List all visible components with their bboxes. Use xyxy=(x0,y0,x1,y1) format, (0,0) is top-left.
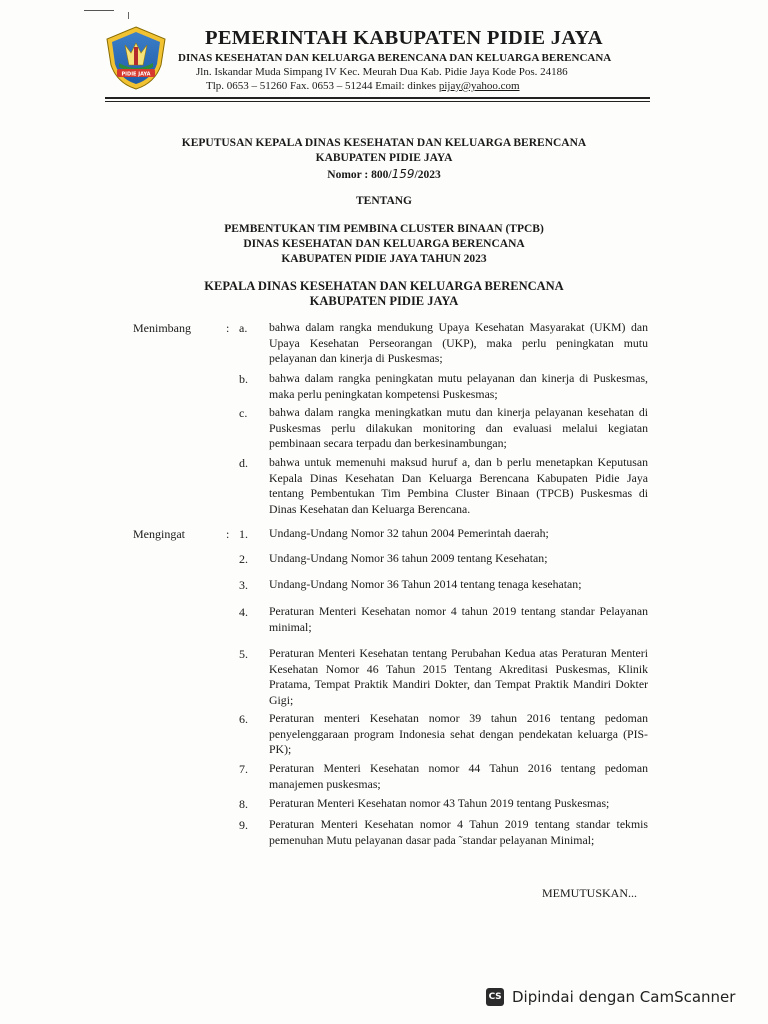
mengingat-colon: : xyxy=(226,527,230,541)
crest-text: PIDIE JAYA xyxy=(121,71,151,78)
menimbang-marker: a. xyxy=(239,321,248,335)
mengingat-marker: 2. xyxy=(239,552,248,566)
handwritten-number: 159 xyxy=(391,167,415,181)
authority-line1: KEPALA DINAS KESEHATAN DAN KELUARGA BERENCANA xyxy=(204,279,564,293)
scan-mark xyxy=(84,10,114,11)
decree-subject-line1: PEMBENTUKAN TIM PEMBINA CLUSTER BINAAN (TPCB) xyxy=(224,223,544,235)
decree-number-prefix: Nomor : 800/ xyxy=(327,169,392,181)
decree-title-line1: KEPUTUSAN KEPALA DINAS KESEHATAN DAN KELUARGA BERENCANA xyxy=(181,137,587,149)
letterhead-rule xyxy=(105,97,650,99)
menimbang-item: bahwa dalam rangka meningkatkan mutu dan kinerja pelayanan kesehatan di Puskesmas perlu dilakukan monitoring dan evaluasi melalui kegiatan pembinaan secara terpadu dan berkesinambungan; xyxy=(269,405,648,451)
mengingat-label: Mengingat xyxy=(133,527,185,541)
menimbang-marker: c. xyxy=(239,406,248,420)
agency-title: PEMERINTAH KABUPATEN PIDIE JAYA xyxy=(205,27,603,49)
mengingat-marker: 9. xyxy=(239,818,248,832)
agency-address: Jln. Iskandar Muda Simpang IV Kec. Meurah Dua Kab. Pidie Jaya Kode Pos. 24186 xyxy=(196,66,568,78)
decree-title-line2: KABUPATEN PIDIE JAYA xyxy=(315,152,453,164)
pidie-jaya-crest-icon xyxy=(103,25,169,91)
mengingat-item: Undang-Undang Nomor 36 Tahun 2014 tentang tenaga kesehatan; xyxy=(269,577,582,591)
mengingat-item: Peraturan menteri Kesehatan nomor 39 tahun 2016 tentang pedoman penyelenggaraan program Indonesia sehat dengan pendekatan keluarga (PIS-PK); xyxy=(269,711,648,757)
mengingat-item: Peraturan Menteri Kesehatan nomor 44 Tahun 2016 tentang pedoman manajemen puskesmas; xyxy=(269,761,648,791)
phone-fax: Tlp. 0653 – 51260 Fax. 0653 – 51244 Email: dinkes xyxy=(206,80,439,92)
menimbang-label: Menimbang xyxy=(133,321,191,335)
mengingat-marker: 7. xyxy=(239,762,248,776)
decree-about: TENTANG xyxy=(355,195,413,207)
agency-contact xyxy=(206,80,520,92)
mengingat-marker: 5. xyxy=(239,647,248,661)
menimbang-item: bahwa dalam rangka peningkatan mutu pelayanan dan kinerja di Puskesmas, maka perlu peningkatan kompetensi Puskesmas; xyxy=(269,371,648,401)
camscanner-badge xyxy=(486,986,735,1008)
mengingat-marker: 3. xyxy=(239,578,248,592)
menimbang-item: bahwa dalam rangka mendukung Upaya Kesehatan Masyarakat (UKM) dan Upaya Kesehatan Perseorangan (UKP), maka perlu peningkatan mutu pelayanan dan kinerja di Puskesmas; xyxy=(269,320,648,366)
mengingat-item: Peraturan Menteri Kesehatan nomor 43 Tahun 2019 tentang Puskesmas; xyxy=(269,796,610,810)
mengingat-marker: 8. xyxy=(239,797,248,811)
scan-mark xyxy=(120,12,129,19)
decree-subject-line3: KABUPATEN PIDIE JAYA TAHUN 2023 xyxy=(281,253,487,265)
mengingat-item: Peraturan Menteri Kesehatan tentang Perubahan Kedua atas Peraturan Menteri Kesehatan Nomor 46 Tahun 2015 Tentang Akreditasi Puskesmas, Klinik Pratama, Tempat Praktik Mandiri Dokter, dan Tempat Praktik Mandiri Dokter Gigi; xyxy=(269,646,648,707)
letterhead-rule-thin xyxy=(105,101,650,102)
authority-line2: KABUPATEN PIDIE JAYA xyxy=(309,294,459,308)
menimbang-colon: : xyxy=(226,321,230,335)
menimbang-marker: d. xyxy=(239,456,248,470)
camscanner-label: Dipindai dengan CamScanner xyxy=(512,988,736,1006)
email-link[interactable]: pijay@yahoo.com xyxy=(438,80,520,92)
menimbang-item: bahwa untuk memenuhi maksud huruf a, dan b perlu menetapkan Keputusan Kepala Dinas Kesehatan Dan Keluarga Berencana Kabupaten Pidie Jaya tentang Pembentukan Tim Pembina Cluster Binaan (TPCB) Puskesmas di Dinas Kesehatan dan Keluarga Berencana. xyxy=(269,455,648,516)
mengingat-item: Peraturan Menteri Kesehatan nomor 4 tahun 2019 tentang standar Pelayanan minimal; xyxy=(269,604,648,634)
mengingat-marker: 1. xyxy=(239,527,248,541)
agency-subtitle: DINAS KESEHATAN DAN KELUARGA BERENCANA DAN KELUARGA BERENCANA xyxy=(178,52,612,64)
decree-number xyxy=(0,167,768,181)
closing-text: MEMUTUSKAN... xyxy=(542,886,638,900)
menimbang-marker: b. xyxy=(239,372,248,386)
decree-subject-line2: DINAS KESEHATAN DAN KELUARGA BERENCANA xyxy=(243,238,525,250)
mengingat-marker: 4. xyxy=(239,605,248,619)
mengingat-item: Peraturan Menteri Kesehatan nomor 4 Tahun 2019 tentang standar tekmis pemenuhan Mutu pelayanan dasar pada ˜standar pelayanan Minimal; xyxy=(269,817,648,847)
mengingat-item: Undang-Undang Nomor 32 tahun 2004 Pemerintah daerah; xyxy=(269,526,549,540)
decree-number-suffix: /2023 xyxy=(414,169,441,181)
mengingat-marker: 6. xyxy=(239,712,248,726)
camscanner-icon: CS xyxy=(486,988,504,1006)
mengingat-item: Undang-Undang Nomor 36 tahun 2009 tentang Kesehatan; xyxy=(269,551,548,565)
